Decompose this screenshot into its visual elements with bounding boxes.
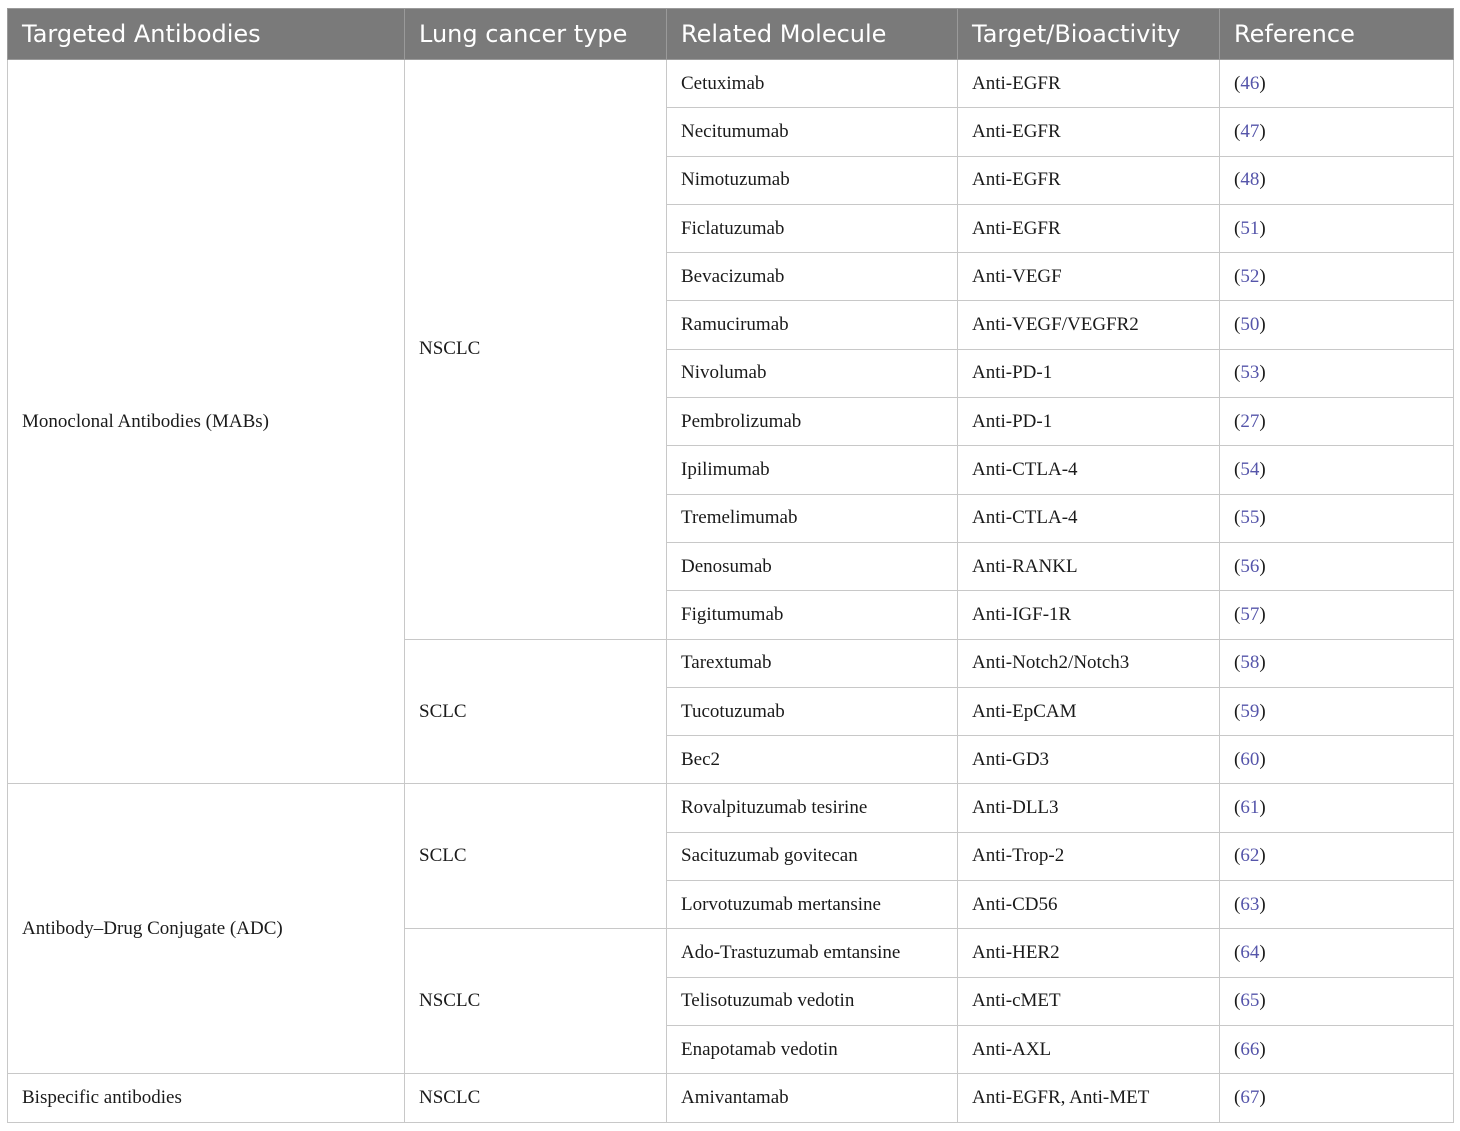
- target-cell: Anti-AXL: [958, 1025, 1220, 1073]
- reference-close-paren: ): [1259, 990, 1266, 1012]
- reference-cell[interactable]: [1220, 542, 1454, 590]
- target-cell: Anti-VEGF/VEGFR2: [958, 301, 1220, 349]
- reference-cell[interactable]: [1220, 60, 1454, 108]
- target-cell: Anti-VEGF: [958, 253, 1220, 301]
- molecule-cell: Tremelimumab: [667, 494, 958, 542]
- reference-close-paren: ): [1259, 362, 1266, 384]
- molecule-cell: Figitumumab: [667, 591, 958, 639]
- reference-close-paren: ): [1259, 265, 1266, 287]
- molecule-cell: Denosumab: [667, 542, 958, 590]
- molecule-cell: Telisotuzumab vedotin: [667, 977, 958, 1025]
- reference-close-paren: ): [1259, 845, 1266, 867]
- reference-close-paren: ): [1259, 941, 1266, 963]
- reference-close-paren: ): [1259, 1086, 1266, 1108]
- reference-link[interactable]: 55: [1240, 507, 1260, 529]
- reference-close-paren: ): [1259, 1038, 1266, 1060]
- reference-close-paren: ): [1259, 700, 1266, 722]
- reference-link[interactable]: 57: [1240, 603, 1260, 625]
- target-cell: Anti-CTLA-4: [958, 446, 1220, 494]
- reference-open-paren: (: [1234, 169, 1241, 191]
- target-cell: Anti-CD56: [958, 881, 1220, 929]
- header-targeted-antibodies: Targeted Antibodies: [8, 9, 405, 60]
- reference-cell[interactable]: [1220, 736, 1454, 784]
- reference-open-paren: (: [1234, 265, 1241, 287]
- reference-cell[interactable]: [1220, 1025, 1454, 1073]
- reference-link[interactable]: 27: [1240, 410, 1260, 432]
- molecule-cell: Bevacizumab: [667, 253, 958, 301]
- antibody-table: [7, 8, 1454, 1123]
- molecule-cell: Nimotuzumab: [667, 156, 958, 204]
- reference-link[interactable]: 62: [1240, 845, 1260, 867]
- reference-cell[interactable]: [1220, 687, 1454, 735]
- reference-close-paren: ): [1259, 507, 1266, 529]
- reference-open-paren: (: [1234, 845, 1241, 867]
- target-cell: Anti-EGFR: [958, 204, 1220, 252]
- reference-link[interactable]: 65: [1240, 990, 1260, 1012]
- target-cell: Anti-CTLA-4: [958, 494, 1220, 542]
- reference-close-paren: ): [1259, 603, 1266, 625]
- reference-cell[interactable]: [1220, 639, 1454, 687]
- target-cell: Anti-EGFR: [958, 156, 1220, 204]
- reference-link[interactable]: 64: [1240, 941, 1260, 963]
- target-cell: Anti-DLL3: [958, 784, 1220, 832]
- target-cell: Anti-EGFR: [958, 108, 1220, 156]
- target-cell: Anti-RANKL: [958, 542, 1220, 590]
- header-lung-cancer-type: Lung cancer type: [405, 9, 667, 60]
- reference-open-paren: (: [1234, 72, 1241, 94]
- reference-link[interactable]: 61: [1240, 797, 1260, 819]
- reference-link[interactable]: 54: [1240, 459, 1260, 481]
- reference-close-paren: ): [1259, 797, 1266, 819]
- reference-cell[interactable]: [1220, 156, 1454, 204]
- reference-link[interactable]: 63: [1240, 893, 1260, 915]
- table-row: [8, 784, 1454, 832]
- reference-open-paren: (: [1234, 990, 1241, 1012]
- reference-open-paren: (: [1234, 410, 1241, 432]
- reference-cell[interactable]: [1220, 977, 1454, 1025]
- reference-open-paren: (: [1234, 603, 1241, 625]
- molecule-cell: Tarextumab: [667, 639, 958, 687]
- reference-open-paren: (: [1234, 362, 1241, 384]
- group-cell: Bispecific antibodies: [8, 1074, 405, 1122]
- reference-link[interactable]: 58: [1240, 652, 1260, 674]
- molecule-cell: Ficlatuzumab: [667, 204, 958, 252]
- reference-cell[interactable]: [1220, 591, 1454, 639]
- cancer-type-cell: NSCLC: [405, 60, 667, 640]
- molecule-cell: Pembrolizumab: [667, 398, 958, 446]
- reference-cell[interactable]: [1220, 301, 1454, 349]
- table-row: [8, 1074, 1454, 1122]
- header-target-bioactivity: Target/Bioactivity: [958, 9, 1220, 60]
- target-cell: Anti-IGF-1R: [958, 591, 1220, 639]
- molecule-cell: Bec2: [667, 736, 958, 784]
- reference-open-paren: (: [1234, 217, 1241, 239]
- target-cell: Anti-GD3: [958, 736, 1220, 784]
- reference-link[interactable]: 67: [1240, 1086, 1260, 1108]
- cancer-type-cell: NSCLC: [405, 1074, 667, 1122]
- molecule-cell: Rovalpituzumab tesirine: [667, 784, 958, 832]
- target-cell: Anti-PD-1: [958, 349, 1220, 397]
- reference-open-paren: (: [1234, 941, 1241, 963]
- molecule-cell: Sacituzumab govitecan: [667, 832, 958, 880]
- molecule-cell: Nivolumab: [667, 349, 958, 397]
- molecule-cell: Enapotamab vedotin: [667, 1025, 958, 1073]
- cancer-type-cell: SCLC: [405, 639, 667, 784]
- group-cell: Monoclonal Antibodies (MABs): [8, 60, 405, 784]
- reference-cell[interactable]: [1220, 204, 1454, 252]
- molecule-cell: Lorvotuzumab mertansine: [667, 881, 958, 929]
- reference-link[interactable]: 51: [1240, 217, 1260, 239]
- reference-cell[interactable]: [1220, 253, 1454, 301]
- table-body: [8, 60, 1454, 1123]
- reference-link[interactable]: 47: [1240, 120, 1260, 142]
- reference-cell[interactable]: [1220, 1074, 1454, 1122]
- molecule-cell: Tucotuzumab: [667, 687, 958, 735]
- reference-close-paren: ): [1259, 169, 1266, 191]
- header-reference: Reference: [1220, 9, 1454, 60]
- reference-cell[interactable]: [1220, 832, 1454, 880]
- reference-link[interactable]: 46: [1240, 72, 1260, 94]
- reference-close-paren: ): [1259, 217, 1266, 239]
- reference-open-paren: (: [1234, 652, 1241, 674]
- molecule-cell: Cetuximab: [667, 60, 958, 108]
- reference-cell[interactable]: [1220, 929, 1454, 977]
- reference-open-paren: (: [1234, 1038, 1241, 1060]
- reference-close-paren: ): [1259, 459, 1266, 481]
- reference-link[interactable]: 53: [1240, 362, 1260, 384]
- reference-cell[interactable]: [1220, 881, 1454, 929]
- molecule-cell: Ipilimumab: [667, 446, 958, 494]
- reference-open-paren: (: [1234, 555, 1241, 577]
- reference-link[interactable]: 60: [1240, 748, 1260, 770]
- reference-cell[interactable]: [1220, 446, 1454, 494]
- reference-link[interactable]: 52: [1240, 265, 1260, 287]
- reference-link[interactable]: 56: [1240, 555, 1260, 577]
- reference-open-paren: (: [1234, 459, 1241, 481]
- reference-close-paren: ): [1259, 314, 1266, 336]
- reference-open-paren: (: [1234, 797, 1241, 819]
- target-cell: Anti-HER2: [958, 929, 1220, 977]
- reference-open-paren: (: [1234, 893, 1241, 915]
- cancer-type-cell: NSCLC: [405, 929, 667, 1074]
- target-cell: Anti-EGFR: [958, 60, 1220, 108]
- target-cell: Anti-PD-1: [958, 398, 1220, 446]
- molecule-cell: Ado-Trastuzumab emtansine: [667, 929, 958, 977]
- header-row: [8, 9, 1454, 60]
- molecule-cell: Amivantamab: [667, 1074, 958, 1122]
- reference-open-paren: (: [1234, 120, 1241, 142]
- reference-close-paren: ): [1259, 652, 1266, 674]
- reference-cell[interactable]: [1220, 108, 1454, 156]
- reference-open-paren: (: [1234, 314, 1241, 336]
- reference-close-paren: ): [1259, 555, 1266, 577]
- target-cell: Anti-Trop-2: [958, 832, 1220, 880]
- header-related-molecule: Related Molecule: [667, 9, 958, 60]
- target-cell: Anti-EpCAM: [958, 687, 1220, 735]
- reference-cell[interactable]: [1220, 398, 1454, 446]
- reference-open-paren: (: [1234, 1086, 1241, 1108]
- reference-open-paren: (: [1234, 507, 1241, 529]
- reference-cell[interactable]: [1220, 784, 1454, 832]
- molecule-cell: Ramucirumab: [667, 301, 958, 349]
- molecule-cell: Necitumumab: [667, 108, 958, 156]
- reference-link[interactable]: 50: [1240, 314, 1260, 336]
- target-cell: Anti-EGFR, Anti-MET: [958, 1074, 1220, 1122]
- reference-close-paren: ): [1259, 72, 1266, 94]
- reference-open-paren: (: [1234, 748, 1241, 770]
- reference-close-paren: ): [1259, 893, 1266, 915]
- reference-close-paren: ): [1259, 120, 1266, 142]
- reference-cell[interactable]: [1220, 349, 1454, 397]
- table-row: [8, 60, 1454, 108]
- group-cell: Antibody–Drug Conjugate (ADC): [8, 784, 405, 1074]
- target-cell: Anti-Notch2/Notch3: [958, 639, 1220, 687]
- reference-open-paren: (: [1234, 700, 1241, 722]
- reference-close-paren: ): [1259, 410, 1266, 432]
- reference-close-paren: ): [1259, 748, 1266, 770]
- reference-link[interactable]: 59: [1240, 700, 1260, 722]
- reference-link[interactable]: 66: [1240, 1038, 1260, 1060]
- reference-link[interactable]: 48: [1240, 169, 1260, 191]
- cancer-type-cell: SCLC: [405, 784, 667, 929]
- reference-cell[interactable]: [1220, 494, 1454, 542]
- target-cell: Anti-cMET: [958, 977, 1220, 1025]
